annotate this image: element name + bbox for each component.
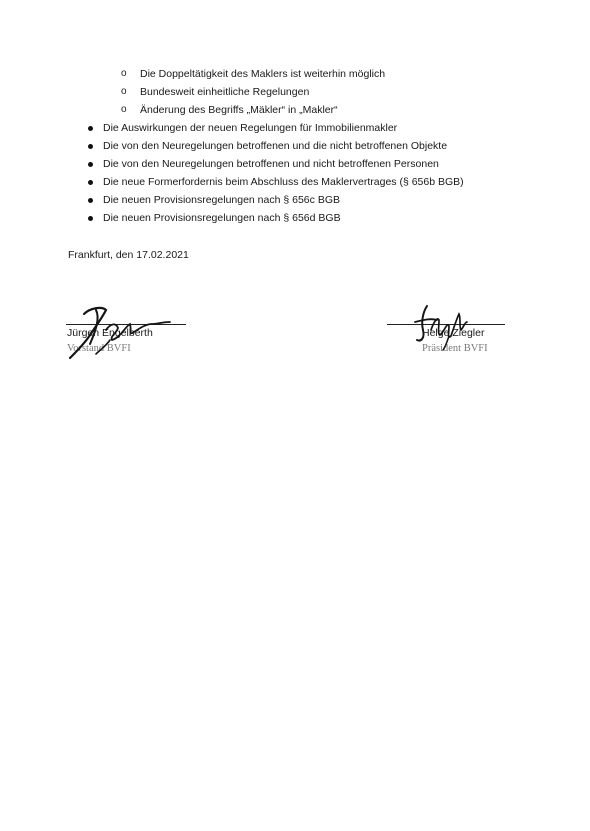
handwritten-signature-icon (66, 300, 191, 362)
signatory-name: Jürgen Engelberth (67, 327, 153, 339)
bullet-dot-icon (88, 162, 93, 167)
list-item-text: Bundesweit einheitliche Regelungen (140, 86, 310, 98)
signature-block-right (387, 300, 512, 360)
list-item-text: Die Auswirkungen der neuen Regelungen für Immobilienmakler (103, 122, 398, 134)
list-item-text: Die neuen Provisionsregelungen nach § 656c BGB (103, 194, 340, 206)
circle-bullet-marker: o (121, 104, 127, 115)
list-item-text: Die von den Neuregelungen betroffenen und die nicht betroffenen Objekte (103, 140, 448, 152)
list-item-text: Die neuen Provisionsregelungen nach § 656d BGB (103, 212, 341, 224)
list-item-text: Die von den Neuregelungen betroffenen und nicht betroffenen Personen (103, 158, 439, 170)
list-item-text: Änderung des Begriffs „Mäkler“ in „Makler“ (140, 104, 338, 116)
signatory-name: Helge Ziegler (422, 327, 485, 339)
bullet-dot-icon (88, 216, 93, 221)
place-date: Frankfurt, den 17.02.2021 (68, 249, 189, 261)
circle-bullet-marker: o (121, 86, 127, 97)
list-item-text: Die Doppeltätigkeit des Maklers ist weiterhin möglich (140, 68, 386, 80)
list-item-text: Die neue Formerfordernis beim Abschluss des Maklervertrages (§ 656b BGB) (103, 176, 464, 188)
signature-block-left (66, 300, 191, 360)
signatory-role: Präsident BVFI (422, 343, 488, 354)
signatory-role: Vorstand BVFI (67, 343, 131, 354)
bullet-dot-icon (88, 180, 93, 185)
circle-bullet-marker: o (121, 68, 127, 79)
bullet-dot-icon (88, 126, 93, 131)
bullet-dot-icon (88, 198, 93, 203)
handwritten-signature-icon (387, 300, 512, 362)
bullet-dot-icon (88, 144, 93, 149)
